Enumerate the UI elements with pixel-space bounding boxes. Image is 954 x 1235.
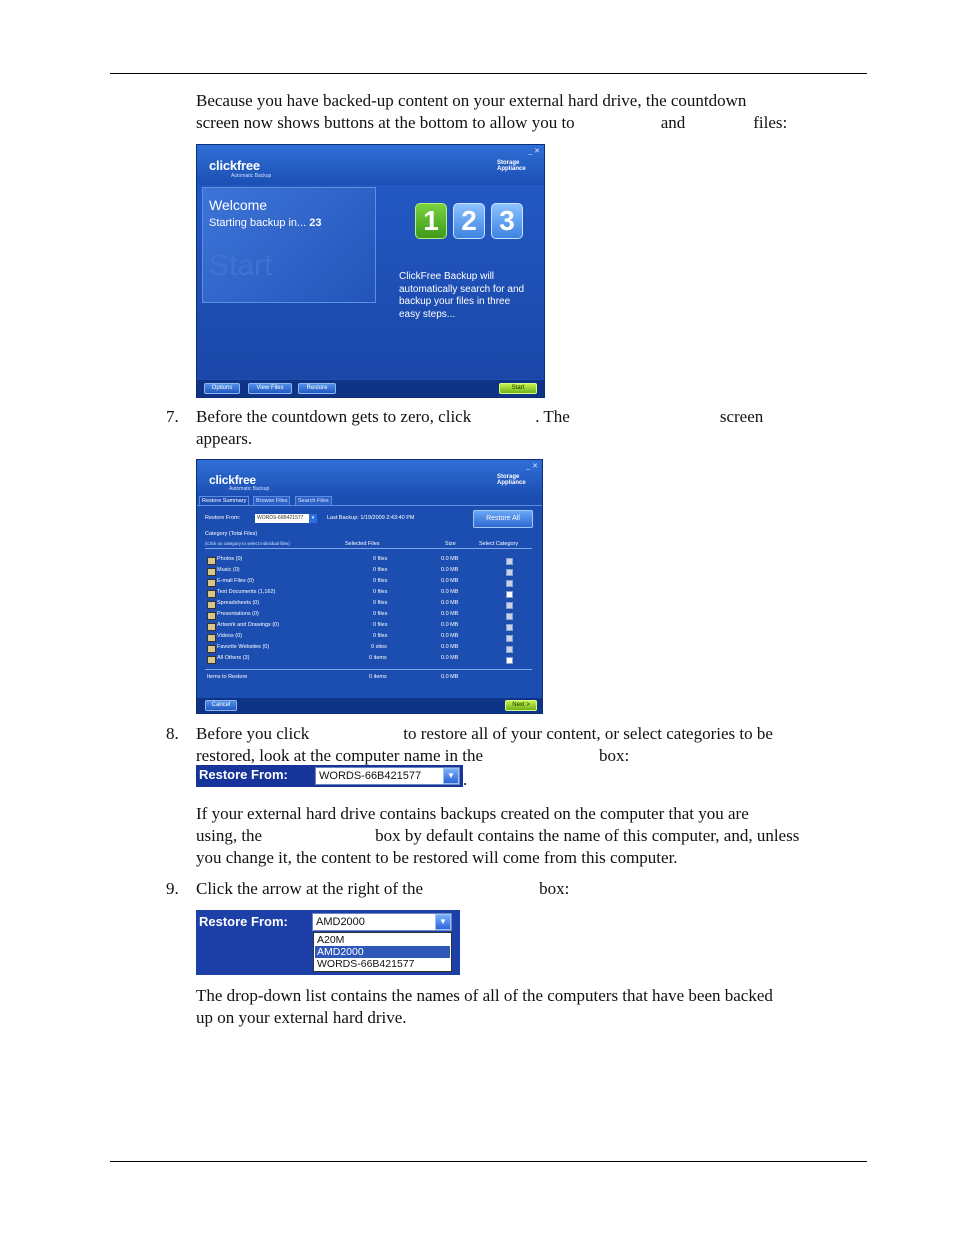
folder-icon <box>207 656 216 664</box>
steps-description: ClickFree Backup will automatically search for and backup your files in three easy steps... <box>399 271 525 320</box>
next-button[interactable]: Next > <box>505 700 537 711</box>
storage-appliance-logo <box>497 474 537 486</box>
step8-line2b: box: <box>599 746 630 765</box>
row-size: 0.0 MB <box>441 556 459 562</box>
row-size: 0.0 MB <box>441 644 459 650</box>
welcome-heading: Welcome <box>209 197 268 213</box>
intro-line2b: and <box>660 113 686 132</box>
storage-appliance-logo <box>497 160 537 172</box>
start-ghost-text: Start <box>209 249 273 282</box>
options-button[interactable]: Options <box>204 383 240 394</box>
category-checkbox[interactable] <box>506 569 513 576</box>
category-checkbox[interactable] <box>506 635 513 642</box>
clickfree-logo: clickfree <box>209 158 260 173</box>
email-icon <box>207 579 216 587</box>
period-mark: . <box>463 770 468 789</box>
restore-from-field[interactable] <box>315 767 460 785</box>
view-files-button[interactable]: View Files <box>248 383 292 394</box>
row-name: Presentations (0) <box>217 611 259 617</box>
items-to-restore-size: 0.0 MB <box>441 674 459 680</box>
row-selected: 0 files <box>373 578 388 584</box>
logo-subtitle: Automatic Backup <box>229 486 270 492</box>
row-size: 0.0 MB <box>441 578 459 584</box>
row-name: Artwork and Drawings (0) <box>217 622 280 628</box>
start-button[interactable]: Start <box>499 383 537 394</box>
restore-from-label: Restore From: <box>199 767 288 782</box>
step-2-tile: 2 <box>453 203 485 239</box>
intro-line2a: screen now shows buttons at the bottom to allow you to <box>196 113 575 132</box>
row-name: E-mail Files (0) <box>217 578 254 584</box>
row-size: 0.0 MB <box>441 633 459 639</box>
step9-paragraph <box>196 878 866 900</box>
category-header: Category (Total Files) <box>205 531 258 537</box>
restore-from-label: Restore From: <box>199 914 288 929</box>
step8-line2a: restored, look at the computer name in the <box>196 746 484 765</box>
dropdown-option-highlighted[interactable]: AMD2000 <box>315 946 450 958</box>
row-selected: 0 files <box>373 556 388 562</box>
row-name: Favorite Websites (0) <box>217 644 270 650</box>
step8-line1b: to restore all of your content, or select categories to be <box>403 724 773 743</box>
intro-paragraph <box>196 90 866 134</box>
category-checkbox[interactable] <box>506 602 513 609</box>
restore-button[interactable]: Restore <box>298 383 336 394</box>
restore-from-bar <box>196 765 463 787</box>
restore-window-screenshot <box>196 459 543 714</box>
restore-from-value: WORDS-66B421577 <box>257 515 304 521</box>
category-checkbox[interactable] <box>506 646 513 653</box>
dropdown-option[interactable]: WORDS-66B421577 <box>317 958 415 970</box>
row-size: 0.0 MB <box>441 589 459 595</box>
step7-line2: appears. <box>196 429 253 448</box>
chevron-down-icon[interactable]: ▼ <box>435 914 451 930</box>
restore-from-dropdown-screenshot <box>196 910 460 975</box>
total-divider <box>205 669 532 670</box>
tab-search-files[interactable]: Search Files <box>295 496 332 506</box>
row-size: 0.0 MB <box>441 611 459 617</box>
countdown-value: 23 <box>309 217 322 229</box>
window-controls[interactable]: _ ✕ <box>526 463 538 470</box>
step7-number: 7. <box>166 407 179 426</box>
intro-line2c: files: <box>753 113 788 132</box>
step8-line1a: Before you click <box>196 724 310 743</box>
step7-line1c: screen <box>719 407 764 426</box>
row-name: Videos (0) <box>217 633 242 639</box>
category-checkbox[interactable] <box>506 558 513 565</box>
items-to-restore-label: Items to Restore <box>207 674 248 680</box>
document-icon <box>207 590 216 598</box>
window-footer <box>197 380 544 397</box>
size-header: Size <box>445 541 456 547</box>
step7-line1b: . The <box>535 407 570 426</box>
restore-from-value: AMD2000 <box>316 916 365 928</box>
spreadsheet-icon <box>207 601 216 609</box>
step7-line1a: Before the countdown gets to zero, click <box>196 407 472 426</box>
default-computer-paragraph <box>196 803 866 869</box>
globe-icon <box>207 645 216 653</box>
header-divider <box>205 548 532 549</box>
bottom-rule <box>110 1161 867 1162</box>
restore-from-field[interactable] <box>312 913 452 931</box>
row-name: All Others (3) <box>217 655 250 661</box>
chevron-down-icon[interactable]: ▼ <box>443 768 459 784</box>
row-size: 0.0 MB <box>441 655 459 661</box>
closing-paragraph <box>196 985 866 1029</box>
selected-files-header: Selected Files <box>345 541 380 547</box>
window-header <box>197 145 544 185</box>
artwork-icon <box>207 623 216 631</box>
category-hint: (Click on category to select individual files) <box>205 541 290 546</box>
video-icon <box>207 634 216 642</box>
welcome-window-screenshot <box>196 144 545 398</box>
para-line2a: using, the <box>196 826 263 845</box>
step8-number: 8. <box>166 724 179 743</box>
category-checkbox[interactable] <box>506 657 513 664</box>
items-to-restore-count: 0 items <box>369 674 387 680</box>
closing-line2: up on your external hard drive. <box>196 1008 407 1027</box>
starting-label: Starting backup in... <box>209 217 307 229</box>
brand-text: Storage Appliance <box>497 160 526 172</box>
step9-line1a: Click the arrow at the right of the <box>196 879 424 898</box>
step-1-tile: 1 <box>415 203 447 239</box>
window-footer <box>197 698 542 713</box>
category-checkbox[interactable] <box>506 591 513 598</box>
row-name: Photos (0) <box>217 556 243 562</box>
logo-subtitle: Automatic Backup <box>231 173 272 179</box>
step-3-tile: 3 <box>491 203 523 239</box>
row-size: 0.0 MB <box>441 600 459 606</box>
last-backup-text: Last Backup: 1/19/2009 2:43:40 PM <box>327 515 415 521</box>
row-size: 0.0 MB <box>441 622 459 628</box>
para-line1: If your external hard drive contains backups created on the computer that you are <box>196 804 749 823</box>
restore-from-value: WORDS-66B421577 <box>319 770 422 782</box>
chevron-down-icon[interactable]: ▾ <box>309 514 317 523</box>
step7-paragraph <box>196 406 866 450</box>
presentation-icon <box>207 612 216 620</box>
row-name: Music (0) <box>217 567 240 573</box>
step9-number: 9. <box>166 879 179 898</box>
row-selected: 0 sites <box>371 644 387 650</box>
restore-from-label: Restore From: <box>205 515 241 521</box>
row-selected: 0 files <box>373 622 388 628</box>
para-line3: you change it, the content to be restored will come from this computer. <box>196 848 678 867</box>
row-size: 0.0 MB <box>441 567 459 573</box>
row-name: Spreadsheets (0) <box>217 600 260 606</box>
category-checkbox[interactable] <box>506 580 513 587</box>
window-header <box>197 460 542 496</box>
para-line2b: box by default contains the name of this computer, and, unless <box>375 826 800 845</box>
dropdown-option[interactable]: A20M <box>317 934 345 946</box>
starting-backup-text <box>209 217 322 229</box>
brand-text: Storage Appliance <box>497 474 526 486</box>
window-controls[interactable]: _ ✕ <box>528 148 540 155</box>
row-selected: 0 files <box>373 589 388 595</box>
intro-line1: Because you have backed-up content on your external hard drive, the countdown <box>196 91 747 110</box>
closing-line1: The drop-down list contains the names of all of the computers that have been backed <box>196 986 773 1005</box>
step9-line1b: box: <box>539 879 570 898</box>
step8-paragraph <box>196 723 866 767</box>
row-selected: 0 files <box>373 567 388 573</box>
restore-all-button[interactable]: Restore All <box>473 510 533 528</box>
row-selected: 0 files <box>373 611 388 617</box>
select-category-header: Select Category <box>479 541 519 547</box>
category-checkbox[interactable] <box>506 624 513 631</box>
cancel-button[interactable]: Cancel <box>205 700 237 711</box>
tab-browse-files[interactable]: Browse Files <box>253 496 290 506</box>
row-selected: 0 files <box>373 600 388 606</box>
tab-restore-summary[interactable]: Restore Summary <box>199 496 249 506</box>
music-icon <box>207 568 216 576</box>
row-selected: 0 items <box>369 655 387 661</box>
photos-icon <box>207 557 216 565</box>
top-rule <box>110 73 867 74</box>
category-checkbox[interactable] <box>506 613 513 620</box>
dropdown-list <box>313 932 452 972</box>
row-name: Text Documents (1,162) <box>217 589 276 595</box>
clickfree-logo: clickfree <box>209 473 256 487</box>
restore-from-select[interactable] <box>255 514 317 523</box>
row-selected: 0 files <box>373 633 388 639</box>
